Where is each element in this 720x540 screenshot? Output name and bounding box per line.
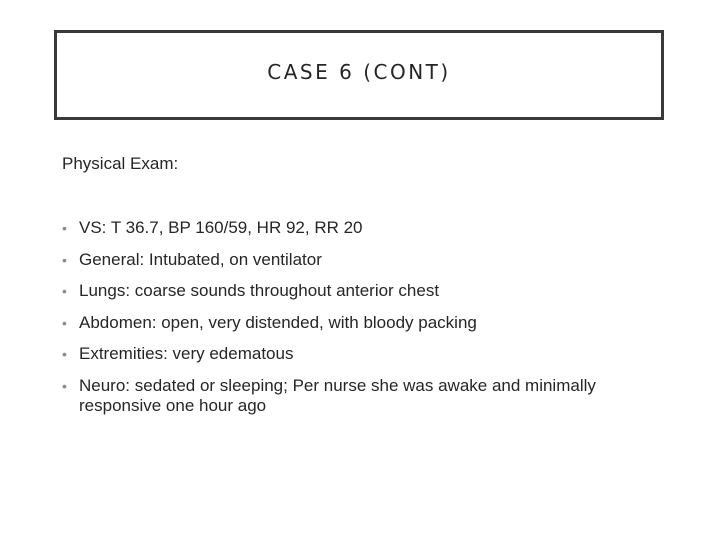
bullet-text-vital-signs: VS: T 36.7, BP 160/59, HR 92, RR 20 (79, 218, 363, 237)
bullet-text-lungs: Lungs: coarse sounds throughout anterior chest (79, 281, 440, 300)
list-item (62, 313, 662, 333)
bullet-icon: • (62, 377, 67, 394)
bullet-icon: • (62, 346, 67, 362)
bullet-icon: • (62, 220, 67, 236)
slide-title: CASE 6 (CONT) (267, 60, 451, 84)
bullet-icon: • (62, 283, 67, 299)
slide-title-box (54, 30, 664, 120)
bullet-text-neuro: Neuro: sedated or sleeping; Per nurse she was awake and minimally responsive one hour ago (79, 375, 596, 415)
bullet-list (62, 218, 662, 427)
bullet-icon: • (62, 314, 67, 331)
bullet-icon: • (62, 251, 67, 268)
list-item (62, 218, 662, 238)
list-item (62, 376, 662, 416)
list-item (62, 281, 662, 301)
list-item (62, 344, 662, 364)
section-label: Physical Exam: (62, 154, 179, 173)
bullet-text-abdomen: Abdomen: open, very distended, with bloody packing (79, 312, 477, 332)
bullet-text-extremities: Extremities: very edematous (79, 344, 294, 363)
bullet-text-general: General: Intubated, on ventilator (79, 249, 322, 269)
list-item (62, 250, 662, 270)
